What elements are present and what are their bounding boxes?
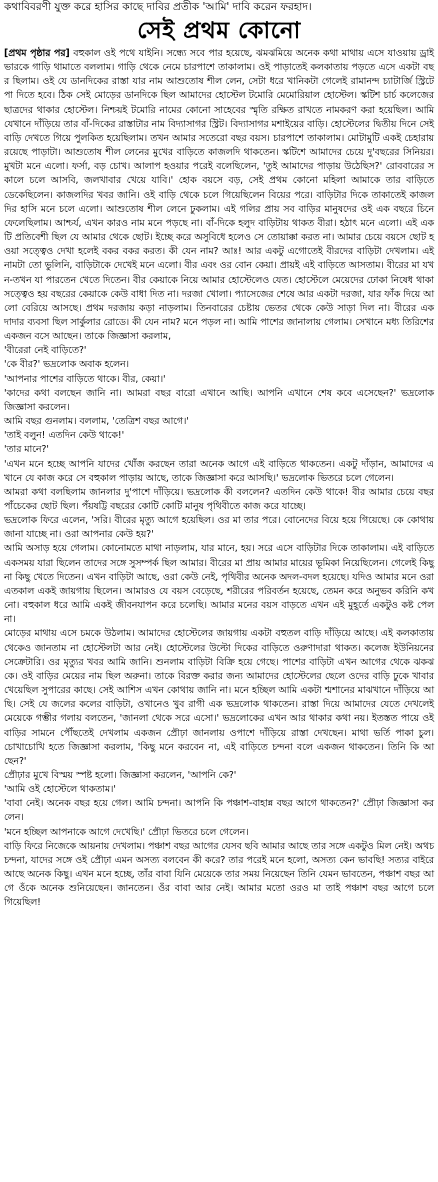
story-paragraph: [4, 458, 434, 486]
story-paragraph: [4, 840, 434, 911]
paragraph-text: আমি বছর গুনলাম। বললাম, 'তেত্রিশ বছর আগে।': [4, 416, 189, 428]
story-paragraph: [4, 542, 434, 627]
story-paragraph: [4, 373, 434, 387]
paragraph-text: 'মনে হচ্ছিল আপনাকে আগে দেখেছি।' প্রৌঢ়া ভিতরে চলে গেলেন।: [4, 826, 249, 838]
story-paragraph: [4, 358, 434, 372]
story-paragraph: [4, 415, 434, 429]
story-paragraph: [4, 344, 434, 358]
paragraph-text: 'তাই বলুন! এতদিন কেউ থাকে!': [4, 430, 125, 442]
story-paragraph: [4, 769, 434, 783]
story-paragraph: [4, 387, 434, 415]
story-paragraph: [4, 797, 434, 825]
paragraph-text: ভদ্রলোক ফিরে এলেন, 'সরি। বীরের মৃত্যু আগে হয়েছিল। ওর মা তার পরে। বোনেদের বিয়ে হয়ে গিয়েছে। কে কোথায় জানা যাচ্ছে না। ওরা আপনার কেউ হয়?': [4, 515, 434, 541]
paragraph-text: 'এখন মনে হচ্ছে আপনি যাদের খোঁজ করছেন তারা অনেক আগে এই বাড়িতে থাকতেন। একটু দাঁড়ান, আমাদের এখানে যে কাজ করে সে বহুকাল পাড়ায় আছে, তাকে জিজ্ঞাসা করে আসছি।' ভদ্রলোক ভিতরে চলে গেলেন।: [4, 458, 434, 484]
story-body: [0, 47, 438, 911]
story-paragraph: [4, 429, 434, 443]
paragraph-text: 'তার মানে?': [4, 444, 49, 456]
story-paragraph: [4, 443, 434, 457]
paragraph-text: মোড়ের মাথায় এসে চমকে উঠলাম। আমাদের হোস্টেলের জায়গায় একটা বহুতল বাড়ি দাঁড়িয়ে আছে। এই কলকাতায় থেকেও জানতাম না হোস্টেলটা আর নেই। হোস্টেলের উল্টো দিকের বাড়িতে ওরুণাদারা থাকত। কলেজ ইউনিয়নের সেক্রেটারি। ওর মৃত্যুর খবর আমি জানি। শুনলাম বাড়িটা বিক্রি হয়ে গেছে। পাশের বাড়িটা এখন আগের থেকে ঝকঝকে। ওই বাড়ির মেয়ের নাম ছিল অরুনা। তাকে বিরক্ত করার জন্য আমাদের হোস্টেলের ছেলে ওদের বাড়ি ঢুকে খাবার খেয়েছিল সুপারের কাছে। সেই আশিস এখন কোথায় জানি না। মনে হচ্ছিল আমি একটা শ্মশানের মাঝখানে দাঁড়িয়ে আছি। সেই যে জলের কলের বাড়িটা, ওখানেও খুব রাগী এক ভদ্রলোক থাকতেন। রাস্তা দিয়ে আমাদের যেতে দেখলেই মেয়েকে গম্ভীর গলায় বলতেন, 'জানলা থেকে সরে এসো।' ভদ্রলোকের এখন আর থাকার কথা নয়। ইতস্তত পায়ে ওই বাড়ির সামনে পৌঁছতেই দেখলাম একজন প্রৌঢ়া জানলায় ওপাশে দাঁড়িয়ে রাস্তা দেখছেন। মাথা ভর্তি পাকা চুল। চোখাচোখি হতে জিজ্ঞাসা করলাম, 'কিছু মনে করবেন না, এই বাড়িতে চন্দনা বলে একজন থাকতেন। তিনি কি আছেন?': [4, 628, 434, 767]
story-paragraph: [4, 514, 434, 542]
paragraph-text: আমি অসাড় হয়ে গেলাম। কোনোমতে মাথা নাড়লাম, যার মানে, হয়। সরে এসে বাড়িটার দিকে তাকালাম। এই বাড়িতে একসময় যারা ছিলেন তাদের সঙ্গে সুসম্পর্ক ছিল আমার। বীরের মা প্রায় আমার মায়ের ভূমিকা নিয়েছিলেন। গেলেই কিছু না কিছু খেতে দিতেন। এখন বাড়িটা আছে, ওরা কেউ নেই, পৃথিবীর অনেক অদল-বদল হয়েছে। যদিও আমার মনে ওরা এতকাল একই জায়গায় ছিলেন। আমারও যে বয়স বেড়েছে, শরীরের পরিবর্তন হয়েছে, তেমন করে অনুভব করিনি কখনো। বহুকাল ধরে আমি একই জীবনযাপন করে চলেছি। আমার মনের বয়স বাড়তে এখন এই মুহূর্তে একটুও কষ্ট পেল না।: [4, 543, 434, 626]
story-paragraph: [4, 783, 434, 797]
story-paragraph: [4, 627, 434, 769]
paragraph-text: 'বীরেরা নেই বাড়িতে?': [4, 345, 87, 357]
paragraph-text: 'বাবা নেই। অনেক বছর হয়ে গেল। আমি চন্দনা। আপনি কি পঞ্চাশ-বাহান্ন বছর আগে থাকতেন?' প্রৌঢ়া জিজ্ঞাসা করলেন।: [4, 798, 434, 824]
paragraph-text: বহুকাল ওই পথে যাইনি। সন্ধ্যে সবে পার হয়েছে, ঝমঝমিয়ে অনেক কথা মাথায় এসে যাওয়ায় ড্রাইভারকে গাড়ি থামাতে বললাম। গাড়ি থেকে নেমে চারপাশে তাকালাম। ওই পাড়াতেই কলকাতায় পড়তে এসে একটা বছর ছিলাম। ওই যে ডানদিকের রাস্তা যার নাম আশুতোষ শীল লেন, সেটা ধরে খানিকটা গেলেই রামানন্দ চ্যাটার্জি স্ট্রিটে পা দিতে হবে। ঠিক সেই মোড়ের ডানদিকে ছিল আমাদের হোস্টেল টমোরি মেমোরিয়াল হোস্টেল। স্কটিশ চার্চ কলেজের ছাত্রদের থাকার হোস্টেল। নিশ্চয়ই টমোরি নামের কোনো সাহেবের স্মৃতি রক্ষিত রাখতে নামকরণ করা হয়েছিল। আমি যেখানে দাঁড়িয়ে তার বাঁ-দিকের রাস্তাটার নাম বিদ্যাসাগর স্ট্রিট। বিদ্যাসাগর মশাইয়ের বাড়ি। হোস্টেলের দ্বিতীয় দিনে সেই বাড়ি দেখতে গিয়ে পুলকিত হয়েছিলাম। তখন আমার সতেরো বছর বয়স। চারপাশে তাকালাম। মোটামুটি একই চেহারায় রয়েছে পাড়াটা। আশুতোষ শীল লেনের মুখের বাড়িতে কাজলদি থাকতেন। স্কটিশে আমাদের চেয়ে দু'বছরের সিনিয়র। মুখটা মনে এলো। ফর্সা, বড় চোখ। আলাপ হওয়ার পরেই বলেছিলেন, 'তুই আমাদের পাড়ায় উঠেছিস?' রোববারের সকালে চলে আসবি, জলখাবার খেয়ে যাবি।' হোক বয়সে বড়, সেই প্রথম কোনো মহিলা আমাকে তার বাড়িতে ডেকেছিলেন। কাজলদির খবর জানি। ওই বাড়ি থেকে চলে গিয়েছিলেন বিয়ের পরে। বাড়িটার দিকে তাকাতেই কাজলদির হাসি মনে চলে এলো। আশুতোষ শীল লেনে ঢুকলাম। এই গলির প্রায় সব বাড়ির মানুষদের ওই এক বছরে চিনে ফেলেছিলাম। আশ্চর্য, এখন কারও নাম মনে পড়ছে না। বাঁ-দিকে হলুদ বাড়িটায় থাকত বীরা। হঠাৎ মনে এলো। এই একটি প্রতিবেশী ছিল যে আমার থেকে ছোট। ইচ্ছে করে অসুবিধে হলেও সে তোয়াক্কা করত না। আমার চেয়ে বয়সে ছোট হওয়া সত্ত্বেও দেখা হলেই বকর বকর করত। কী যেন নাম? আঃ! আর একটু এগোতেই বীরদের বাড়িটা দেখলাম। এই নামটা তো ভুলিনি, বাড়িটাকে দেখেই মনে এলো। বীর এবং ওর বোন কেয়া। প্রায়ই এই বাড়িতে আসতাম। বীরের মা যখন-তখন যা পারতেন খেতে দিতেন। বীর কেয়াকে নিয়ে আমার হোস্টেলেও যেত। হোস্টেলে মেয়েদের ঢোকা নিষেধ থাকা সত্ত্বেও হয় বছরের কেয়াকে কেউ বাধা দিত না। দরজা খোলা। প্যাসেজের শেষে আর একটা দরজা, যার ফাঁক দিয়ে আলো বেরিয়ে আসছে। প্রথম দরজায় কড়া নাড়লাম। তিনবারের চেষ্টায় ভেতর থেকে কেউ সাড়া দিল না। বীরের এক দাদার ব্যবসা ছিল সার্কুলার রোডে। কী যেন নাম? মনে পড়ল না। আমি পাশের জানালায় গেলাম। সেখানে মধ্য তিরিশের একজন বসে আছেন। তাকে জিজ্ঞাসা করলাম,: [4, 48, 434, 343]
story-paragraph-lead: [4, 47, 434, 344]
paragraph-text: 'আপনার পাশের বাড়িতে থাকে। বীর, কেয়া।': [4, 373, 166, 385]
paragraph-text: 'কে বীর?' ভদ্রলোক অবাক হলেন।: [4, 359, 129, 371]
paragraph-text: প্রৌঢ়ার মুখে বিস্ময় স্পষ্ট হলো। জিজ্ঞাসা করলেন, 'আপনি কে?': [4, 769, 237, 781]
story-paragraph: [4, 826, 434, 840]
paragraph-text: 'আমি ওই হোস্টেলে থাকতাম।': [4, 784, 116, 796]
paragraph-text: 'কাদের কথা বলছেন জানি না। আমরা বছর বারো এখানে আছি। আপনি এখানে শেষ কবে এসেছেন?' ভদ্রলোক জিজ্ঞাসা করলেন।: [4, 387, 434, 413]
continued-label: [প্রথম পৃষ্ঠার পর]: [4, 48, 70, 59]
paragraph-text: আমরা কথা বলছিলাম জানলার দু'পাশে দাঁড়িয়ে। ভদ্রলোক কী বললেন? এতদিন কেউ থাকে! বীর আমার চেয়ে বছর পাঁচেকের ছোট ছিল। পঁয়ষট্টি বছরের কোটি কোটি মানুষ পৃথিবীতে কাজ করে যাচ্ছে।: [4, 486, 434, 512]
story-title: সেই প্রথম কোনো: [137, 18, 301, 44]
story-paragraph: [4, 486, 434, 514]
previous-column-tail: কথাবিবরণী যুক্ত করে হাসির কাছে দাবির প্রতীক 'আমি' দাবি করেন ফরহাদ।: [4, 1, 312, 13]
title-row: [0, 16, 438, 46]
paragraph-text: বাড়ি ফিরে নিজেকে আয়নায় দেখলাম। পঞ্চাশ বছর আগের যেসব ছবি আমার আছে তার সঙ্গে একটুও মিল নেই। অথচ চন্দনা, যাদের সঙ্গে ওই প্রৌঢ়া এমন অসত্য বলবেন কী করে? তার পরেই মনে হলো, অসত্য কেন ভাবছি! সত্যর বাইরে আছে অনেক কিছু। এখন মনে হচ্ছে, তাঁর বাবা যিনি মেয়েকে তার সময় নিয়েছেন তিনি যেমন ভাবতেন, পঞ্চাশ বছর আগে ওঁকে অনেক শুনিয়েছেন। জানতেন। ওঁর বাবা আর নেই। আমার মতো ওরও মা তাই পঞ্চাশ বছর আগে চলে গিয়েছিল!: [4, 840, 434, 909]
